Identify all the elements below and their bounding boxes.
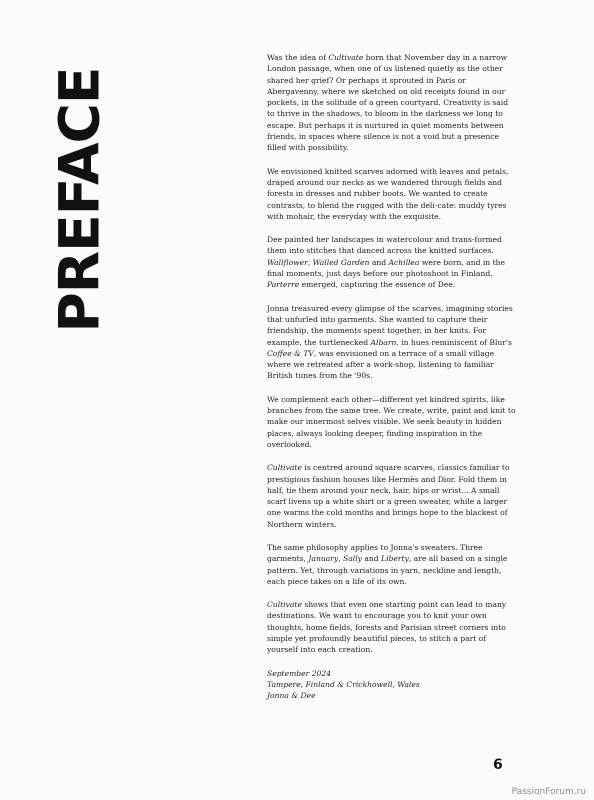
text-run: , [307, 257, 313, 267]
italic-title: Liberty [381, 554, 409, 564]
body-paragraph [267, 52, 517, 154]
italic-title: Wallflower [267, 257, 308, 267]
text-run: Was the idea of [267, 53, 329, 62]
italic-title: Coffee & TV [267, 348, 314, 358]
text-run: , was envisioned on a terrace of a small village where we retreated after a work-shop, listening to familiar British tunes from the '90s. [267, 348, 495, 381]
text-run: Dee painted her landscapes in watercolour and trans-formed them into stitches that danced across the knitted surfaces. [267, 235, 503, 256]
italic-title: Sally [343, 554, 362, 564]
text-run: born that November day in a narrow London passage, when one of us listened quietly as the other shared her grief? Or perhaps it sprouted in Paris or Abergavenny, where we sketched on old receipts found in our pockets, in the solitude of a green courtyard. Creativity is said to thrive in the shadows, to bloom in the darkness we long to escape. But perhaps it is nurtured in quiet moments between friends, in spaces where silence is not a void but a presence filled with possibility. [267, 53, 509, 153]
text-run: , in hues reminiscent of Blur's [396, 337, 512, 347]
body-paragraph [267, 542, 517, 587]
body-paragraph [267, 303, 517, 382]
italic-title: Cultivate [267, 600, 302, 610]
text-run: Jonna treasured every glimpse of the scarves, imagining stories that unfurled into garments. She wanted to capture their friendship, the moments spent together, in her knits. For example, the turtlenecked [267, 303, 513, 347]
page-number: 6 [493, 757, 503, 773]
text-run: shows that even one starting point can lead to many destinations. We want to encourage you to knit your own thoughts, home fields, forests and Parisian street corners into simple yet profoundly beautiful pieces, to stitch a part of yourself into each creation. [267, 600, 507, 655]
section-title-text: PREFACE [47, 67, 112, 333]
italic-title: Achillea [388, 257, 420, 267]
text-run: We complement each other—different yet kindred spirits, like branches from the same tree. We create, write, paint and knit to make our innermost selves visible. We seek beauty in hidden places, always looking deeper, finding inspiration in the overlooked. [267, 394, 516, 449]
text-run: is centred around square scarves, classics familiar to prestigious fashion houses like Hermès and Dior. Fold them in half, tie them around your neck, hair, hips or wrist... A small scarf livens up a white shirt or a green sweater, while a larger one warms the cold months and brings hope to the blackest of Northern winters. [267, 463, 510, 529]
text-run: We envisioned knitted scarves adorned with leaves and petals, draped around our necks as we wandered through fields and forests in dresses and rubber boots. We wanted to create contrasts, to blend the rugged with the deli-cate: muddy tyres with mohair, the everyday with the exquisite. [267, 166, 509, 221]
italic-title: Albarn [370, 337, 397, 347]
signature-authors: Jonna & Dee [267, 691, 316, 701]
body-paragraph [267, 462, 517, 530]
section-title [47, 55, 112, 345]
text-run: emerged, capturing the essence of Dee. [299, 280, 456, 290]
text-run: and [369, 257, 389, 267]
italic-title: Cultivate [267, 463, 302, 473]
italic-title: January [308, 554, 339, 564]
italic-title: Cultivate [328, 53, 364, 62]
text-run: , [338, 554, 344, 564]
text-run: , are all based on a single pattern. Yet, through variations in yarn, neckline and length, each piece takes on a life of its own. [267, 554, 508, 586]
body-paragraph [267, 599, 517, 655]
body-paragraph [267, 166, 517, 222]
signature-block [267, 668, 517, 702]
text-run: were born, and in the final moments, just days before our photoshoot in Finland, [267, 257, 506, 279]
watermark: PassionForum.ru [511, 787, 586, 797]
italic-title: Parterre [267, 280, 300, 290]
body-paragraph [267, 394, 517, 450]
body-paragraph [267, 234, 517, 290]
signature-place: Tampere, Finland & Crickhowell, Wales [267, 679, 420, 689]
paragraph-list [267, 52, 517, 656]
text-run: The same philosophy applies to Jonna's sweaters. Three garments, [267, 542, 483, 564]
text-run: and [361, 554, 382, 564]
preface-body [267, 52, 517, 702]
signature-date: September 2024 [267, 668, 332, 678]
italic-title: Walled Garden [312, 257, 370, 267]
